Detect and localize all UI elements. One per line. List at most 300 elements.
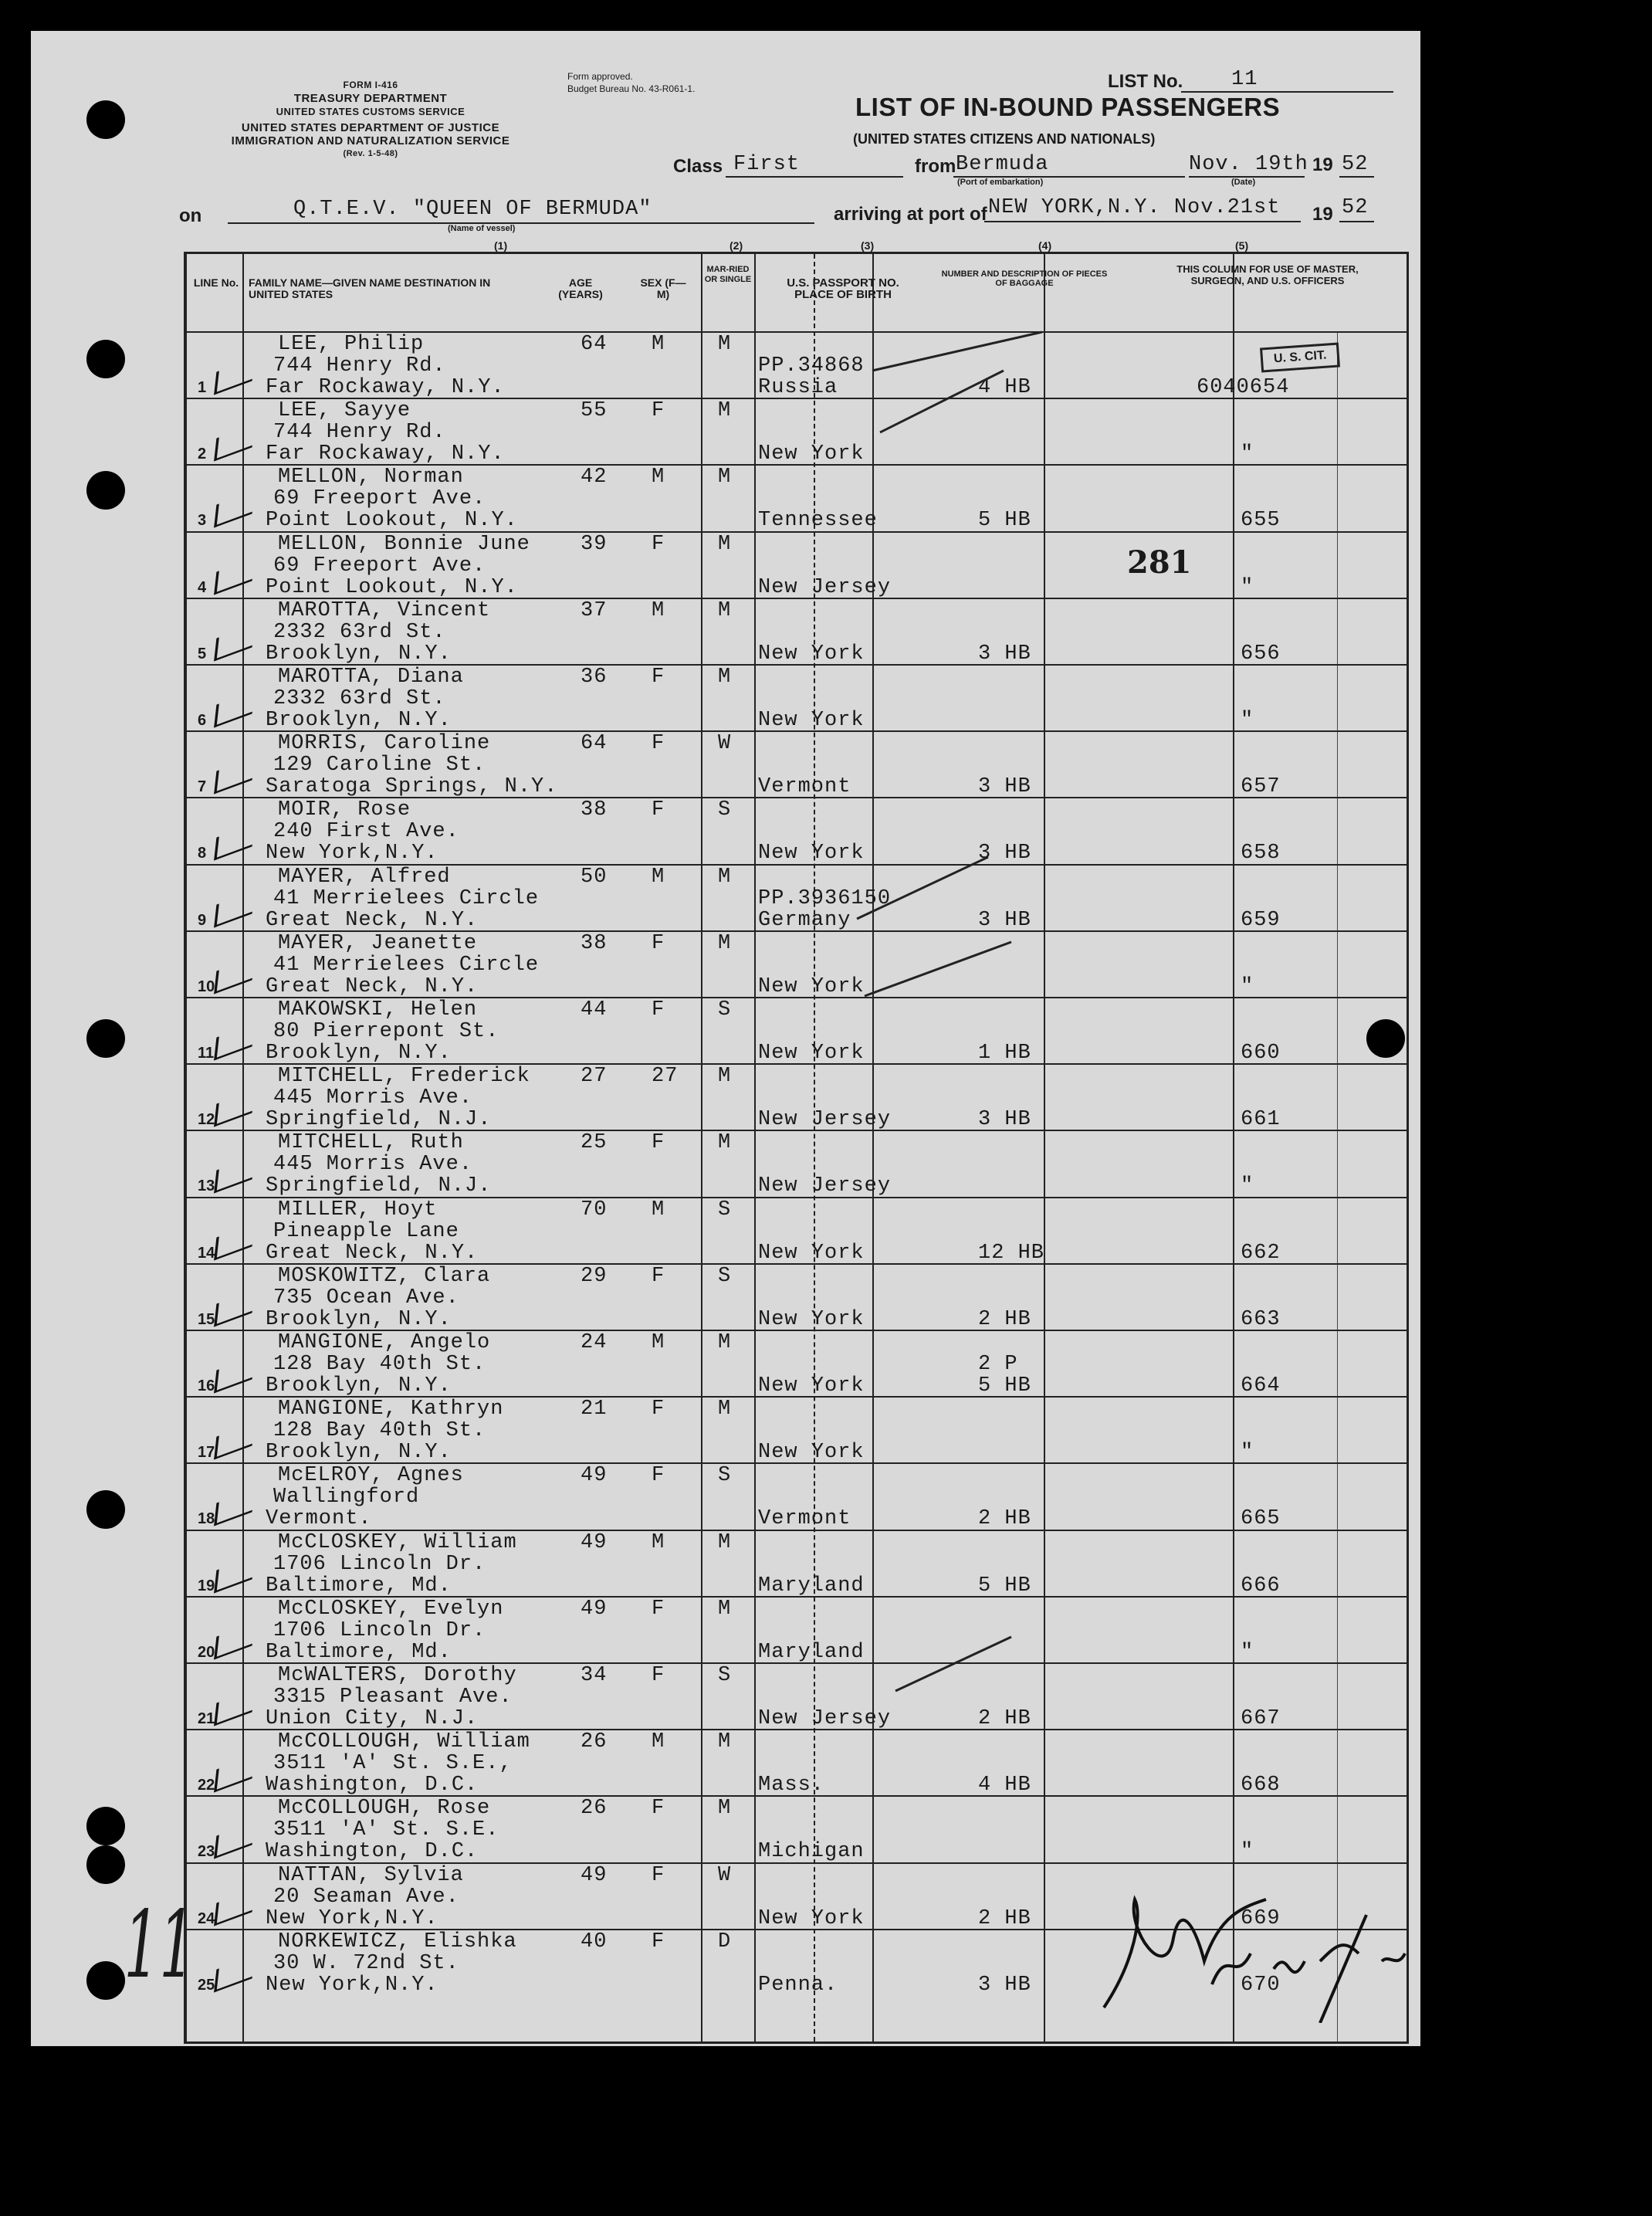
place-of-birth: New York [758, 842, 865, 866]
sex: M [652, 1198, 665, 1222]
destination: Far Rockaway, N.Y. [266, 442, 505, 466]
line-number: 7 [198, 778, 207, 796]
destination: Union City, N.J. [266, 1707, 479, 1730]
age: 55 [581, 399, 608, 423]
age: 34 [581, 1664, 608, 1687]
marital-status: M [718, 1398, 732, 1421]
table-row [187, 598, 1407, 666]
destination: Baltimore, Md. [266, 1640, 452, 1664]
baggage: 2 HB [978, 1707, 1031, 1730]
marital-status: D [718, 1930, 732, 1953]
destination: Washington, D.C. [266, 1774, 479, 1798]
destination: Great Neck, N.Y. [266, 1241, 479, 1265]
officer-number: 657 [1241, 775, 1281, 799]
address-line: 2332 63rd St. [273, 620, 446, 644]
destination: Springfield, N.J. [266, 1174, 492, 1198]
check-mark [214, 957, 255, 994]
agency-block [178, 79, 564, 161]
vessel-caption: (Name of vessel) [448, 224, 516, 233]
line-number: 2 [198, 446, 207, 463]
line-number: 17 [198, 1444, 215, 1462]
officer-number: 667 [1241, 1707, 1281, 1730]
class-label: Class [673, 156, 723, 177]
table-row [187, 1063, 1407, 1131]
check-mark [214, 1023, 255, 1060]
baggage: 1 HB [978, 1042, 1031, 1065]
marital-status: S [718, 1664, 732, 1687]
marital-status: M [718, 598, 732, 622]
check-mark [214, 1356, 255, 1393]
list-no-label: LIST No. [1108, 71, 1183, 92]
passenger-name: McELROY, Agnes [278, 1464, 464, 1488]
check-mark [214, 1689, 255, 1726]
check-mark [214, 491, 255, 528]
marital-status: S [718, 798, 732, 822]
check-mark [214, 757, 255, 795]
passenger-name: MOIR, Rose [278, 798, 411, 822]
table-row [187, 730, 1407, 798]
marital-status: M [718, 466, 732, 490]
header-name: FAMILY NAME—GIVEN NAME DESTINATION IN UNITED STATES [249, 276, 491, 300]
arriving-label: arriving at port of [834, 204, 987, 225]
agency-line: UNITED STATES DEPARTMENT OF JUSTICE [241, 121, 500, 134]
address-line: 3511 'A' St. S.E., [273, 1752, 513, 1776]
officer-number: 658 [1241, 842, 1281, 866]
year-prefix: 19 [1312, 204, 1333, 225]
punch-hole [86, 340, 125, 378]
place-of-birth: Germany [758, 908, 851, 932]
destination: Brooklyn, N.Y. [266, 642, 452, 666]
sex: F [652, 1930, 665, 1953]
marital-status: M [718, 1730, 732, 1754]
baggage: 12 HB [978, 1241, 1045, 1265]
form-approved: Form approved. [567, 71, 633, 82]
destination: Point Lookout, N.Y. [266, 509, 518, 533]
table-row [187, 1130, 1407, 1198]
header-passport: U.S. PASSPORT NO. PLACE OF BIRTH [787, 276, 899, 301]
baggage: 2 HB [978, 1307, 1031, 1331]
sex: 27 [652, 1065, 679, 1089]
address-line: 735 Ocean Ave. [273, 1286, 459, 1310]
age: 38 [581, 798, 608, 822]
passenger-name: MAROTTA, Vincent [278, 598, 491, 622]
arrival-port: NEW YORK,N.Y. Nov.21st [988, 196, 1281, 219]
passenger-name: McCLOSKEY, Evelyn [278, 1597, 504, 1621]
marital-status: S [718, 1264, 732, 1288]
check-mark [214, 1423, 255, 1460]
check-mark [214, 1889, 255, 1926]
handwritten-number: 281 [1127, 544, 1192, 581]
place-of-birth: New York [758, 442, 865, 466]
baggage: 3 HB [978, 1973, 1031, 1997]
on-label: on [179, 205, 202, 226]
address-line: 445 Morris Ave. [273, 1153, 473, 1177]
sex: F [652, 798, 665, 822]
destination: Brooklyn, N.Y. [266, 1042, 452, 1065]
age: 64 [581, 732, 608, 756]
marital-status: S [718, 1198, 732, 1222]
column-number: (1) [494, 239, 508, 252]
officer-number: " [1241, 974, 1254, 998]
line-number: 4 [198, 578, 207, 596]
check-mark [214, 1556, 255, 1593]
officer-number: 664 [1241, 1374, 1281, 1398]
date-caption: (Date) [1231, 178, 1256, 187]
line-number: 19 [198, 1577, 215, 1594]
sex: F [652, 732, 665, 756]
check-mark [214, 1756, 255, 1793]
passenger-name: MILLER, Hoyt [278, 1198, 438, 1222]
sex: F [652, 998, 665, 1022]
officer-number: 659 [1241, 908, 1281, 932]
passenger-name: McCOLLOUGH, William [278, 1730, 530, 1754]
marital-status: W [718, 732, 732, 756]
table-row [187, 664, 1407, 732]
passenger-name: MOSKOWITZ, Clara [278, 1264, 491, 1288]
check-mark [214, 824, 255, 861]
list-no-value: 11 [1231, 68, 1258, 91]
marital-status: M [718, 1597, 732, 1621]
line-number: 11 [198, 1045, 215, 1062]
place-of-birth: New York [758, 1241, 865, 1265]
place-of-birth: Maryland [758, 1574, 865, 1598]
passenger-name: MORRIS, Caroline [278, 732, 491, 756]
destination: Brooklyn, N.Y. [266, 1441, 452, 1465]
passenger-name: MAKOWSKI, Helen [278, 998, 478, 1022]
destination: Point Lookout, N.Y. [266, 575, 518, 599]
sex: M [652, 865, 665, 889]
line-number: 22 [198, 1777, 215, 1794]
line-number: 13 [198, 1177, 215, 1195]
punch-hole [86, 1019, 125, 1058]
check-mark [214, 1622, 255, 1659]
age: 70 [581, 1198, 608, 1222]
baggage: 4 HB [978, 1774, 1031, 1798]
sex: F [652, 532, 665, 556]
check-mark [214, 1090, 255, 1127]
baggage: 3 HB [978, 908, 1031, 932]
address-line: Pineapple Lane [273, 1219, 459, 1243]
us-citizen-stamp: U. S. CIT. [1260, 342, 1340, 372]
table-row [187, 398, 1407, 466]
sex: F [652, 1597, 665, 1621]
officer-number: 668 [1241, 1774, 1281, 1798]
officer-number: " [1241, 575, 1254, 599]
address-line: 41 Merrielees Circle [273, 953, 540, 977]
check-mark [214, 557, 255, 595]
passenger-name: MAROTTA, Diana [278, 666, 464, 689]
place-of-birth: New Jersey [758, 575, 892, 599]
place-of-birth: New Jersey [758, 1707, 892, 1730]
officer-number: 665 [1241, 1507, 1281, 1531]
marital-status: M [718, 1131, 732, 1155]
age: 26 [581, 1730, 608, 1754]
address-line: 69 Freeport Ave. [273, 554, 486, 578]
marital-status: S [718, 1464, 732, 1488]
baggage: 2 P [978, 1353, 1018, 1376]
line-number: 14 [198, 1244, 215, 1262]
place-of-birth: New York [758, 709, 865, 732]
destination: Brooklyn, N.Y. [266, 1307, 452, 1331]
baggage: 3 HB [978, 1108, 1031, 1132]
sex: F [652, 666, 665, 689]
address-line: 3315 Pleasant Ave. [273, 1686, 513, 1709]
address-line: 744 Henry Rd. [273, 421, 446, 445]
line-number: 10 [198, 978, 215, 995]
officer-number: " [1241, 709, 1254, 732]
age: 25 [581, 1131, 608, 1155]
punch-hole [86, 1961, 125, 2000]
place-of-birth: New York [758, 1441, 865, 1465]
line-number: 24 [198, 1909, 215, 1927]
passenger-name: MELLON, Bonnie June [278, 532, 530, 556]
punch-hole [86, 1845, 125, 1884]
baggage: 3 HB [978, 775, 1031, 799]
marital-status: M [718, 333, 732, 356]
table-row [187, 331, 1407, 399]
from-label: from [915, 156, 956, 177]
baggage-check-strokes [849, 324, 1081, 1791]
place-of-birth: New Jersey [758, 1174, 892, 1198]
destination: New York,N.Y. [266, 842, 438, 866]
baggage: 4 HB [978, 376, 1031, 399]
column-number: (2) [730, 239, 743, 252]
address-line: 128 Bay 40th St. [273, 1353, 486, 1376]
check-mark [214, 1223, 255, 1260]
header-married: MAR-RIED OR SINGLE [704, 265, 752, 284]
officer-number: " [1241, 1640, 1254, 1664]
sex: F [652, 1863, 665, 1887]
age: 37 [581, 598, 608, 622]
officer-number: 660 [1241, 1042, 1281, 1065]
address-line: 129 Caroline St. [273, 754, 486, 778]
table-row [187, 531, 1407, 599]
age: 50 [581, 865, 608, 889]
check-mark [214, 1489, 255, 1526]
address-line: 1706 Lincoln Dr. [273, 1618, 486, 1642]
punch-hole [86, 100, 125, 139]
age: 24 [581, 1331, 608, 1354]
address-line: Wallingford [273, 1486, 420, 1510]
header-sex: SEX (F—M) [640, 276, 686, 300]
age: 36 [581, 666, 608, 689]
line-number: 6 [198, 712, 207, 729]
passenger-name: NORKEWICZ, Elishka [278, 1930, 517, 1953]
line-number: 16 [198, 1377, 215, 1394]
handwritten-signature [1088, 1869, 1413, 2023]
sex: F [652, 931, 665, 955]
table-row [187, 1462, 1407, 1530]
marital-status: M [718, 1331, 732, 1354]
page-subtitle: (UNITED STATES CITIZENS AND NATIONALS) [853, 131, 1156, 147]
punch-hole [86, 471, 125, 510]
officer-number: " [1241, 1441, 1254, 1465]
table-row [187, 1330, 1407, 1398]
check-mark [214, 1289, 255, 1327]
marital-status: M [718, 1065, 732, 1089]
address-line: 80 Pierrepont St. [273, 1020, 499, 1043]
header-line-no: LINE No. [193, 276, 239, 289]
age: 40 [581, 1930, 608, 1953]
table-row [187, 864, 1407, 932]
baggage: 5 HB [978, 1374, 1031, 1398]
place-of-birth: New Jersey [758, 1108, 892, 1132]
baggage: 2 HB [978, 1906, 1031, 1930]
address-line: 3511 'A' St. S.E. [273, 1818, 499, 1842]
place-of-birth: Tennessee [758, 509, 878, 533]
agency-line: UNITED STATES CUSTOMS SERVICE [276, 106, 465, 117]
officer-number: 656 [1241, 642, 1281, 666]
destination: Vermont. [266, 1507, 372, 1531]
agency-line: TREASURY DEPARTMENT [293, 92, 448, 105]
address-line: 445 Morris Ave. [273, 1086, 473, 1110]
place-of-birth: New York [758, 1307, 865, 1331]
officer-number: 666 [1241, 1574, 1281, 1598]
line-number: 15 [198, 1310, 215, 1328]
destination: New York,N.Y. [266, 1973, 438, 1997]
check-mark [214, 890, 255, 927]
marital-status: M [718, 1530, 732, 1554]
passenger-name: NATTAN, Sylvia [278, 1863, 464, 1887]
check-mark [214, 624, 255, 661]
officer-number: 6040654 [1197, 376, 1290, 399]
page-title: LIST OF IN-BOUND PASSENGERS [855, 93, 1281, 121]
passport-number: PP.3936150 [758, 886, 892, 910]
age: 49 [581, 1530, 608, 1554]
line-number: 25 [198, 1976, 215, 1994]
passenger-table [184, 252, 1409, 2044]
baggage: 3 HB [978, 642, 1031, 666]
officer-number: 670 [1241, 1973, 1281, 1997]
table-row [187, 1729, 1407, 1797]
sex: F [652, 1797, 665, 1821]
port-caption: (Port of embarkation) [957, 178, 1044, 187]
officer-number: 662 [1241, 1241, 1281, 1265]
sex: F [652, 399, 665, 423]
marital-status: M [718, 532, 732, 556]
address-line: 41 Merrielees Circle [273, 886, 540, 910]
line-number: 9 [198, 911, 207, 929]
passenger-name: LEE, Sayye [278, 399, 411, 423]
passenger-name: MAYER, Alfred [278, 865, 451, 889]
agency-line: IMMIGRATION AND NATURALIZATION SERVICE [231, 134, 510, 147]
destination: Baltimore, Md. [266, 1574, 452, 1598]
address-line: 744 Henry Rd. [273, 354, 446, 378]
header-age: AGE (YEARS) [558, 276, 603, 300]
check-mark [214, 690, 255, 727]
sex: F [652, 1131, 665, 1155]
table-row [187, 464, 1407, 532]
class-value: First [733, 153, 801, 176]
passenger-name: McWALTERS, Dorothy [278, 1664, 517, 1687]
sex: M [652, 1331, 665, 1354]
age: 26 [581, 1797, 608, 1821]
age: 39 [581, 532, 608, 556]
punch-hole [86, 1807, 125, 1845]
marital-status: M [718, 666, 732, 689]
baggage: 2 HB [978, 1507, 1031, 1531]
column-number: (3) [861, 239, 875, 252]
passenger-name: LEE, Philip [278, 333, 425, 356]
address-line: 1706 Lincoln Dr. [273, 1552, 486, 1576]
sex: M [652, 1530, 665, 1554]
passenger-name: MANGIONE, Angelo [278, 1331, 491, 1354]
officer-number: 661 [1241, 1108, 1281, 1132]
officer-number: 669 [1241, 1906, 1281, 1930]
marital-status: W [718, 1863, 732, 1887]
marital-status: M [718, 399, 732, 423]
age: 49 [581, 1863, 608, 1887]
line-number: 20 [198, 1643, 215, 1661]
address-line: 2332 63rd St. [273, 687, 446, 710]
baggage: 5 HB [978, 1574, 1031, 1598]
age: 38 [581, 931, 608, 955]
destination: Great Neck, N.Y. [266, 908, 479, 932]
sex: F [652, 1464, 665, 1488]
year-prefix: 19 [1312, 154, 1333, 175]
table-row [187, 997, 1407, 1065]
sex: F [652, 1398, 665, 1421]
line-number: 21 [198, 1710, 215, 1727]
sex: M [652, 333, 665, 356]
baggage: 5 HB [978, 509, 1031, 533]
passenger-name: MAYER, Jeanette [278, 931, 478, 955]
place-of-birth: Vermont [758, 1507, 851, 1531]
age: 42 [581, 466, 608, 490]
address-line: 128 Bay 40th St. [273, 1419, 486, 1443]
marital-status: M [718, 931, 732, 955]
place-of-birth: Penna. [758, 1973, 838, 1997]
age: 27 [581, 1065, 608, 1089]
year-from: 52 [1342, 153, 1369, 176]
age: 49 [581, 1597, 608, 1621]
budget-bureau: Budget Bureau No. 43-R061-1. [567, 83, 696, 94]
passenger-name: MELLON, Norman [278, 466, 464, 490]
place-of-birth: New York [758, 642, 865, 666]
baggage: 3 HB [978, 842, 1031, 866]
age: 29 [581, 1264, 608, 1288]
marital-status: M [718, 1797, 732, 1821]
table-row [187, 1596, 1407, 1664]
line-number: 1 [198, 379, 207, 396]
vessel-name: Q.T.E.V. "QUEEN OF BERMUDA" [293, 198, 652, 221]
punch-hole [86, 1490, 125, 1529]
agency-line: (Rev. 1-5-48) [343, 149, 398, 158]
check-mark [214, 1955, 255, 1992]
marital-status: M [718, 865, 732, 889]
address-line: 69 Freeport Ave. [273, 487, 486, 511]
from-value: Bermuda [956, 153, 1049, 176]
place-of-birth: Michigan [758, 1840, 865, 1864]
sex: F [652, 1264, 665, 1288]
table-row [187, 930, 1407, 998]
table-row [187, 1662, 1407, 1730]
destination: Far Rockaway, N.Y. [266, 376, 505, 399]
passenger-name: MITCHELL, Frederick [278, 1065, 530, 1089]
passport-number: PP.34868 [758, 354, 865, 378]
officer-number: 663 [1241, 1307, 1281, 1331]
age: 49 [581, 1464, 608, 1488]
place-of-birth: New York [758, 1374, 865, 1398]
passenger-name: McCOLLOUGH, Rose [278, 1797, 491, 1821]
header-baggage: NUMBER AND DESCRIPTION OF PIECES OF BAGGAGE [941, 269, 1108, 288]
address-line: 30 W. 72nd St. [273, 1951, 459, 1975]
destination: New York,N.Y. [266, 1906, 438, 1930]
year-to: 52 [1342, 196, 1369, 219]
destination: Brooklyn, N.Y. [266, 1374, 452, 1398]
check-mark [214, 1157, 255, 1194]
check-mark [214, 425, 255, 462]
